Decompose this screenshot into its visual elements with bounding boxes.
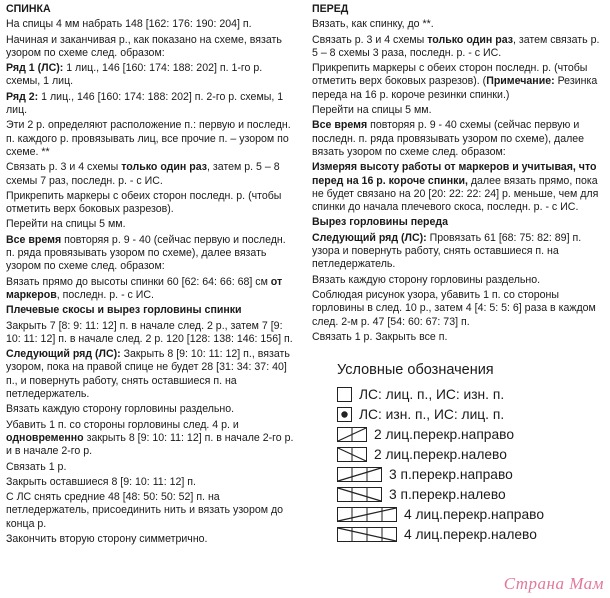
cross-3-right-icon [337,467,382,482]
legend-item [337,384,607,404]
paragraph: Убавить 1 п. со стороны горловины след. 4 р. и одновременно закрыть 8 [9: 10: 11: 12] п. в начале 2-го р. и в начале 2-го р. [6,418,294,458]
back-instructions [6,3,296,548]
paragraph: Соблюдая рисунок узора, убавить 1 п. со стороны горловины в след. 10 р., затем 4 [4: 5: 5: 6] раза в каждом след. 2-м р. 47 [54: 60: 67: 73] п. [312,288,596,328]
row-2-instruction: Ряд 2: 1 лиц., 146 [160: 174: 188: 202] п. 2-го р. схемы, 1 лиц. [6,90,284,117]
legend-item [337,504,607,524]
empty-square-icon [337,387,352,402]
legend-label: 4 лиц.перекр.налево [404,526,537,542]
paragraph: С ЛС снять средние 48 [48: 50: 50: 52] п. на петледержатель, присоединить нить и вязать узором до конца р. [6,491,284,530]
legend-label: ЛС: лиц. п., ИС: изн. п. [359,386,505,402]
legend-item [337,444,607,464]
paragraph: Связать р. 3 и 4 схемы только один раз, затем р. 5 – 8 схемы 7 раз, последн. р. - с ИС. [6,161,280,187]
back-title: СПИНКА [6,3,51,15]
legend-label: 3 п.перекр.направо [389,466,513,482]
paragraph: Связать 1 р. [6,460,67,473]
legend-title: Условные обозначения [337,362,494,378]
paragraph: Перейти на спицы 5 мм. [312,104,432,117]
paragraph: Все время повторяя р. 9 - 40 схемы (сейчас первую и последн. п. ряда провязывать узором по схеме), далее вязать узором по схеме след. образом: [312,119,585,158]
paragraph: Закрыть 7 [8: 9: 11: 12] п. в начале след. 2 р., затем 7 [9: 10: 11: 12] п. в начале след. 2 р. 120 [128: 138: 146: 156] п. [6,319,293,345]
paragraph: Связать р. 3 и 4 схемы только один раз, затем связать р. 5 – 8 схемы 3 раза, последн. р. - с ИС. [312,33,600,59]
cross-4-right-icon [337,507,397,522]
row-1-instruction: Ряд 1 (ЛС): 1 лиц., 146 [160: 174: 188: 202] п. 1-го р. схемы, 1 лиц. [6,62,263,88]
paragraph: Вязать прямо до высоты спинки 60 [62: 64: 66: 68] см от маркеров, последн. р. - с ИС. [6,275,283,301]
paragraph: Начиная и заканчивая р., как показано на схеме, вязать узором по схеме след. образом: [6,33,282,59]
cross-2-left-icon [337,447,367,462]
legend-label: ЛС: изн. п., ИС: лиц. п. [359,406,505,422]
site-watermark: Страна Мам [503,574,604,593]
paragraph: Вязать каждую сторону горловины раздельно. [312,273,541,286]
cross-3-left-icon [337,487,382,502]
neckline-subtitle: Вырез горловины переда [312,216,448,229]
paragraph: Следующий ряд (ЛС): Провязать 61 [68: 75: 82: 89] п. узора и повернуть работу, снять оставшиеся п. на петледержатель. [312,231,582,271]
legend-label: 4 лиц.перекр.направо [404,506,544,522]
symbol-legend [337,362,607,544]
paragraph: Эти 2 р. определяют расположение п.: первую и последн. п. каждого р. провязывать лиц, все прочие п. – узором по схеме. ** [6,119,291,158]
paragraph: Следующий ряд (ЛС): Закрыть 8 [9: 10: 11: 12] п., вязать узором, пока на правой спице не будет 28 [31: 34: 37: 40] п., и повернуть работу, снять оставшиеся п. на петледержатель. [6,348,290,401]
paragraph: Прикрепить маркеры с обеих сторон последн. р. (чтобы отметить верх боковых разрезов). [6,189,282,216]
front-title: ПЕРЕД [312,3,349,15]
paragraph: Все время повторяя р. 9 - 40 (сейчас первую и последн. п. ряда провязывать узором по схеме), далее вязать узором по схеме след. образом: [6,233,286,273]
paragraph: Вязать каждую сторону горловины раздельно. [6,403,235,416]
cross-2-right-icon [337,427,367,442]
legend-item [337,404,607,424]
paragraph: Измеряя высоту работы от маркеров и учитывая, что перед на 16 р. короче спинки, далее вязать прямо, пока не будет связано на 20 [20: 22: 22: 24] р. меньше, чем для спинки до начала плечевого скоса, последн. р. - с ИС. [312,161,599,214]
legend-item [337,484,607,504]
paragraph: Связать 1 р. Закрыть все п. [312,330,448,343]
legend-label: 2 лиц.перекр.налево [374,446,507,462]
paragraph: Прикрепить маркеры с обеих сторон последн. р. (чтобы отметить верх боковых разрезов). (Примечание: Резинка переда на 16 р. короче резинки спинки.) [312,62,598,101]
shoulder-subtitle: Плечевые скосы и вырез горловины спинки [6,304,242,317]
paragraph: На спицы 4 мм набрать 148 [162: 176: 190: 204] п. [6,18,252,31]
legend-item [337,524,607,544]
cross-4-left-icon [337,527,397,542]
paragraph: Закончить вторую сторону симметрично. [6,532,208,545]
legend-label: 3 п.перекр.налево [389,486,506,502]
paragraph: Закрыть оставшиеся 8 [9: 10: 11: 12] п. [6,475,196,488]
dot-square-icon [337,407,352,422]
legend-label: 2 лиц.перекр.направо [374,426,514,442]
front-instructions [312,3,606,346]
paragraph: Перейти на спицы 5 мм. [6,218,126,231]
legend-item [337,424,607,444]
legend-item [337,464,607,484]
paragraph: Вязать, как спинку, до **. [312,18,434,31]
